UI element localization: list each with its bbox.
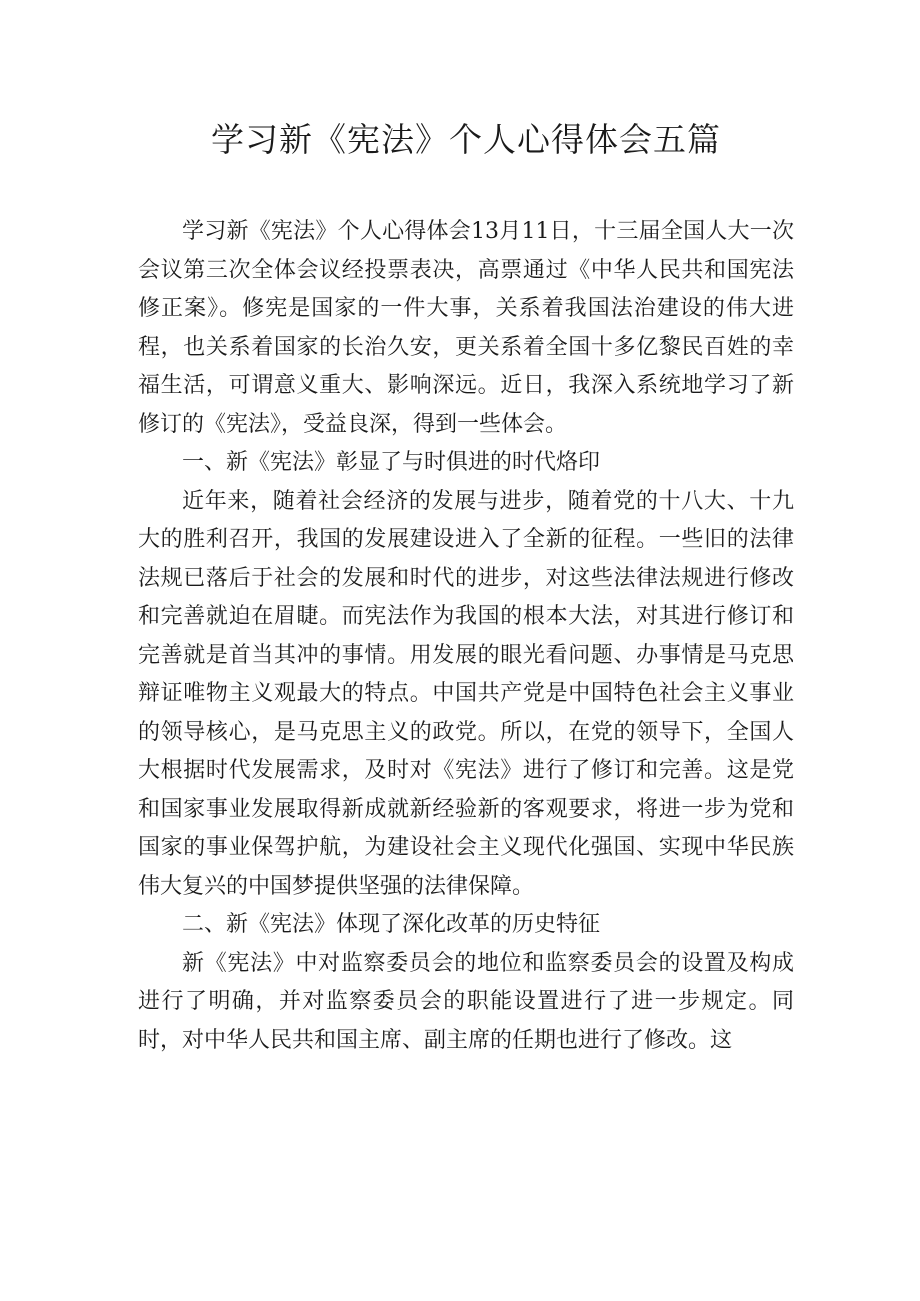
document-body: [138, 213, 794, 1060]
section-heading-1: 一、新《宪法》彰显了与时俱进的时代烙印: [182, 450, 601, 475]
section-1-paragraph: 近年来，随着社会经济的发展与进步，随着党的十八大、十九大的胜利召开，我国的发展建设进入了全新的征程。一些旧的法律法规已落后于社会的发展和时代的进步，对这些法律法规进行修改和完善就迫在眉睫。而宪法作为我国的根本大法，对其进行修订和完善就是首当其冲的事情。用发展的眼光看问题、办事情是马克思辩证唯物主义观最大的特点。中国共产党是中国特色社会主义事业的领导核心，是马克思主义的政党。所以，在党的领导下，全国人大根据时代发展需求，及时对《宪法》进行了修订和完善。这是党和国家事业发展取得新成就新经验新的客观要求，将进一步为党和国家的事业保驾护航，为建设社会主义现代化强国、实现中华民族伟大复兴的中国梦提供坚强的法律保障。: [138, 488, 794, 899]
section-2-paragraph: 新《宪法》中对监察委员会的地位和监察委员会的设置及构成进行了明确，并对监察委员会的职能设置进行了进一步规定。同时，对中华人民共和国主席、副主席的任期也进行了修改。这: [138, 950, 794, 1053]
section-heading-2: 二、新《宪法》体现了深化改革的历史特征: [182, 912, 601, 937]
intro-paragraph: 学习新《宪法》个人心得体会13月11日，十三届全国人大一次会议第三次全体会议经投票表决，高票通过《中华人民共和国宪法修正案》。修宪是国家的一件大事，关系着我国法治建设的伟大进程，也关系着国家的长治久安，更关系着全国十多亿黎民百姓的幸福生活，可谓意义重大、影响深远。近日，我深入系统地学习了新修订的《宪法》，受益良深，得到一些体会。: [138, 219, 794, 437]
document-title: 学习新《宪法》个人心得体会五篇: [211, 120, 721, 159]
